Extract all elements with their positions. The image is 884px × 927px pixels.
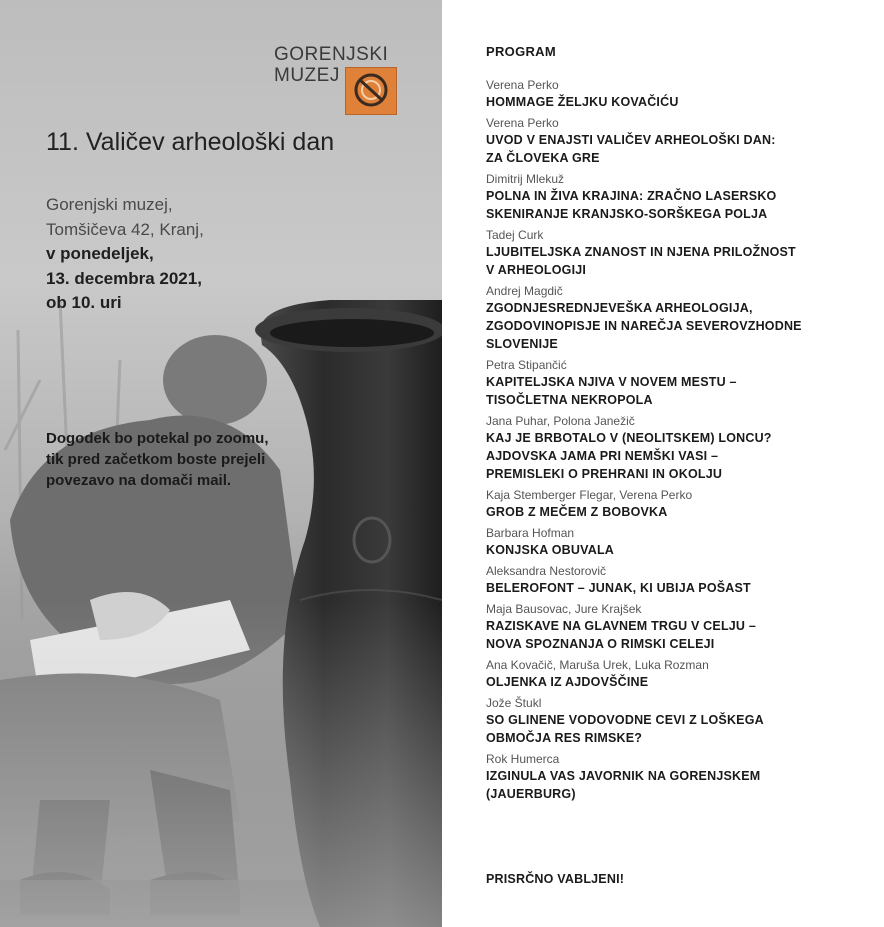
talk-title-line: ZGODNJESREDNJEVEŠKA ARHEOLOGIJA, — [486, 301, 753, 315]
talk-title-line: TISOČLETNA NEKROPOLA — [486, 393, 653, 407]
zoom-notice — [46, 428, 416, 491]
talk-item — [486, 115, 876, 167]
talk-speaker: Rok Humerca — [486, 752, 560, 766]
talk-list — [486, 77, 876, 807]
talk-speaker: Jana Puhar, Polona Janežič — [486, 414, 635, 428]
talk-item — [486, 601, 876, 653]
talk-title-line: GROB Z MEČEM Z BOBOVKA — [486, 505, 668, 519]
talk-item — [486, 525, 876, 559]
talk-title-line: ZA ČLOVEKA GRE — [486, 151, 600, 165]
talk-title-line: AJDOVSKA JAMA PRI NEMŠKI VASI – — [486, 449, 719, 463]
talk-title-line: KAPITELJSKA NJIVA V NOVEM MESTU – — [486, 375, 737, 389]
talk-title — [486, 541, 876, 559]
event-title: 11. Valičev arheološki dan — [46, 128, 335, 156]
event-day: v ponedeljek, — [46, 244, 154, 263]
talk-speaker: Maja Bausovac, Jure Krajšek — [486, 602, 642, 616]
talk-speaker: Barbara Hofman — [486, 526, 575, 540]
talk-speaker: Ana Kovačič, Maruša Urek, Luka Rozman — [486, 658, 709, 672]
program-panel — [442, 0, 884, 927]
logo-line-2: MUZEJ — [274, 65, 340, 86]
talk-title-line: UVOD V ENAJSTI VALIČEV ARHEOLOŠKI DAN: — [486, 133, 776, 147]
talk-title — [486, 711, 876, 747]
talk-item — [486, 171, 876, 223]
talk-title-line: HOMMAGE ŽELJKU KOVAČIĆU — [486, 95, 679, 109]
talk-title — [486, 299, 876, 353]
talk-speaker: Andrej Magdič — [486, 284, 563, 298]
talk-title-line: POLNA IN ŽIVA KRAJINA: ZRAČNO LASERSKO — [486, 189, 777, 203]
talk-title — [486, 579, 876, 597]
talk-title — [486, 503, 876, 521]
talk-speaker: Kaja Stemberger Flegar, Verena Perko — [486, 488, 693, 502]
zoom-notice-line-2: tik pred začetkom boste prejeli — [46, 451, 266, 468]
talk-item — [486, 357, 876, 409]
talk-title-line: OBMOČJA RES RIMSKE? — [486, 731, 643, 745]
talk-speaker: Verena Perko — [486, 116, 559, 130]
talk-title — [486, 131, 876, 167]
talk-speaker: Petra Stipančić — [486, 358, 567, 372]
talk-item — [486, 413, 876, 483]
talk-title — [486, 617, 876, 653]
talk-title — [486, 429, 876, 483]
talk-title-line: IZGINULA VAS JAVORNIK NA GORENJSKEM — [486, 769, 761, 783]
talk-title-line: SKENIRANJE KRANJSKO-SORŠKEGA POLJA — [486, 207, 768, 221]
talk-title-line: SO GLINENE VODOVODNE CEVI Z LOŠKEGA — [486, 713, 764, 727]
event-details — [46, 193, 406, 316]
talk-title — [486, 767, 876, 803]
venue-address: Tomšičeva 42, Kranj, — [46, 219, 204, 239]
talk-title-line: NOVA SPOZNANJA O RIMSKI CELEJI — [486, 637, 715, 651]
closing-invitation: PRISRČNO VABLJENI! — [486, 872, 625, 886]
talk-title-line: RAZISKAVE NA GLAVNEM TRGU V CELJU – — [486, 619, 756, 633]
talk-item — [486, 227, 876, 279]
talk-item — [486, 695, 876, 747]
talk-title-line: LJUBITELJSKA ZNANOST IN NJENA PRILOŽNOST — [486, 245, 796, 259]
talk-item — [486, 487, 876, 521]
talk-title-line: PREMISLEKI O PREHRANI IN OKOLJU — [486, 467, 723, 481]
talk-item — [486, 657, 876, 691]
event-date: 13. decembra 2021, — [46, 268, 202, 288]
talk-title-line: BELEROFONT – JUNAK, KI UBIJA POŠAST — [486, 581, 751, 595]
talk-item — [486, 283, 876, 353]
talk-title-line: SLOVENIJE — [486, 337, 558, 351]
talk-title-line: (JAUERBURG) — [486, 787, 576, 801]
talk-speaker: Dimitrij Mlekuž — [486, 172, 564, 186]
talk-speaker: Verena Perko — [486, 78, 559, 92]
talk-title-line: KONJSKA OBUVALA — [486, 543, 615, 557]
logo-line-1: GORENJSKI — [274, 44, 389, 65]
talk-title-line: ZGODOVINOPISJE IN NAREČJA SEVEROVZHODNE — [486, 319, 802, 333]
zoom-notice-line-3: povezavo na domači mail. — [46, 472, 232, 489]
talk-item — [486, 751, 876, 803]
talk-title-line: V ARHEOLOGIJI — [486, 263, 587, 277]
talk-speaker: Tadej Curk — [486, 228, 544, 242]
talk-item — [486, 563, 876, 597]
talk-title-line: OLJENKA IZ AJDOVŠČINE — [486, 675, 649, 689]
talk-speaker: Aleksandra Nestorovič — [486, 564, 607, 578]
talk-title — [486, 93, 876, 111]
talk-title — [486, 673, 876, 691]
venue-name: Gorenjski muzej, — [46, 195, 173, 214]
program-heading: PROGRAM — [486, 44, 556, 59]
talk-title — [486, 187, 876, 223]
brooch-emblem-icon — [345, 67, 397, 115]
talk-title — [486, 373, 876, 409]
talk-speaker: Jože Štukl — [486, 696, 542, 710]
museum-logo — [274, 44, 404, 118]
talk-title-line: KAJ JE BRBOTALO V (NEOLITSKEM) LONCU? — [486, 431, 772, 445]
talk-item — [486, 77, 876, 111]
event-time: ob 10. uri — [46, 293, 122, 312]
zoom-notice-line-1: Dogodek bo potekal po zoomu, — [46, 430, 269, 447]
talk-title — [486, 243, 876, 279]
